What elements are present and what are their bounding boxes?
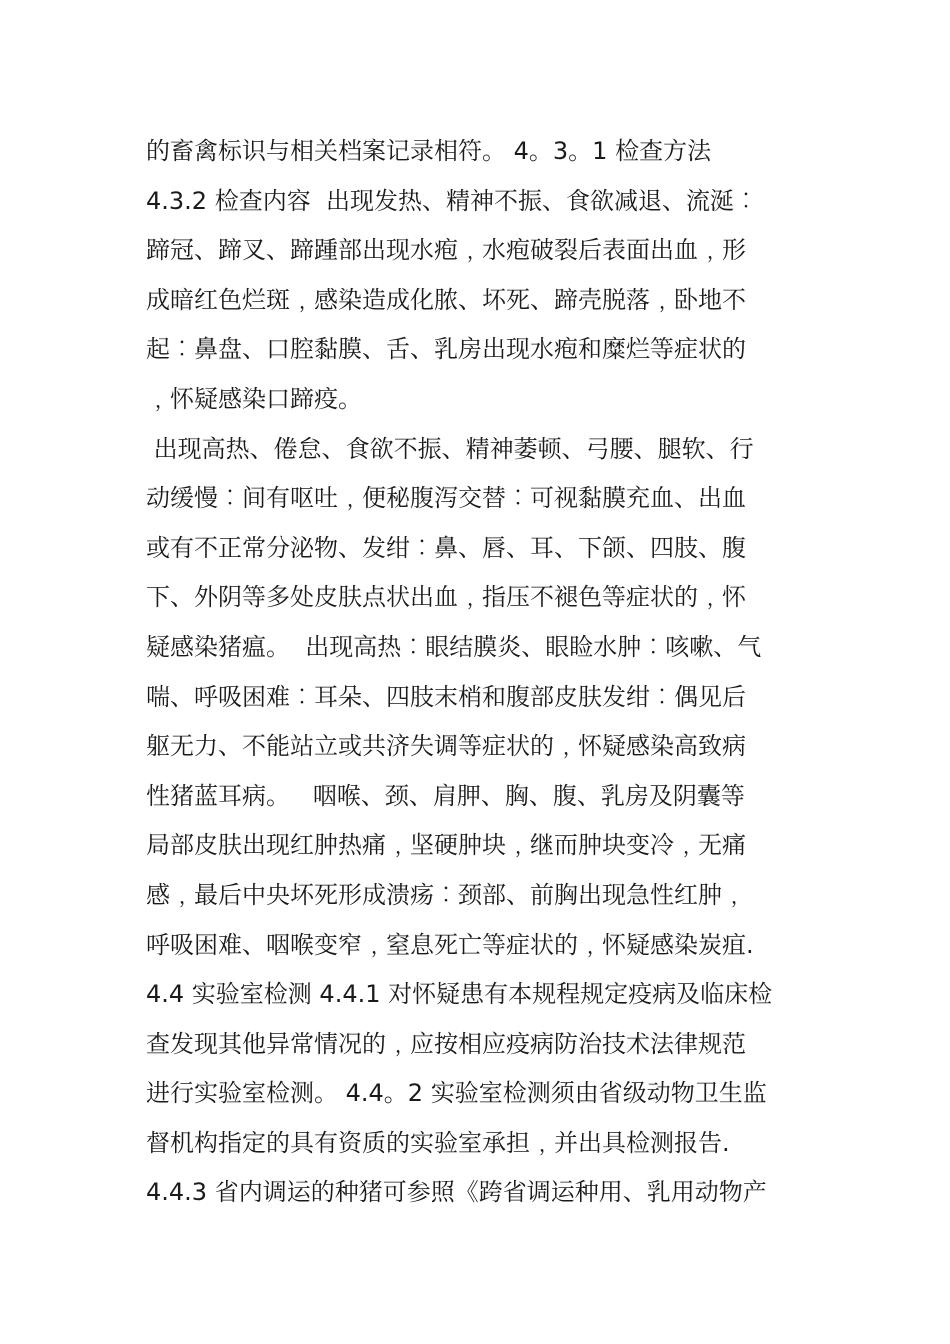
- text-line: 下、外阴等多处皮肤点状出血﹐指压不褪色等症状的﹐怀: [146, 583, 746, 612]
- text-line: 性猪蓝耳病。 咽喉、颈、肩胛、胸、腹、乳房及阴囊等: [146, 781, 745, 810]
- text-line: 起︰鼻盘、口腔黏膜、舌、乳房出现水疱和糜烂等症状的: [146, 335, 746, 364]
- text-line: 喘、呼吸困难︰耳朵、四肢末梢和腹部皮肤发绀︰偶见后: [146, 682, 746, 711]
- text-line: 感﹐最后中央坏死形成溃疡︰颈部、前胸出现急性红肿﹐: [146, 880, 746, 909]
- text-line: ﹐怀疑感染口蹄疫。: [146, 384, 362, 413]
- text-line: 4.4 实验室检测 4.4.1 对怀疑患有本规程规定疫病及临床检: [146, 980, 773, 1009]
- text-line: 进行实验室检测。 4.4。2 实验室检测须由省级动物卫生监: [146, 1079, 767, 1108]
- text-line: 或有不正常分泌物、发绀︰鼻、唇、耳、下颌、四肢、腹: [146, 533, 746, 562]
- text-line: 蹄冠、蹄叉、蹄踵部出现水疱﹐水疱破裂后表面出血﹐形: [146, 236, 746, 265]
- body-text: [146, 127, 806, 1218]
- text-line: 查发现其他异常情况的﹐应按相应疫病防治技术法律规范: [146, 1029, 746, 1058]
- text-line: 呼吸困难、咽喉变窄﹐窒息死亡等症状的﹐怀疑感染炭疽.: [146, 930, 754, 959]
- text-line: 疑感染猪瘟。 出现高热︰眼结膜炎、眼睑水肿︰咳嗽、气: [146, 632, 762, 661]
- text-line: 督机构指定的具有资质的实验室承担﹐并出具检测报告.: [146, 1128, 730, 1157]
- text-line: 躯无力、不能站立或共济失调等症状的﹐怀疑感染高致病: [146, 732, 746, 761]
- text-line: 动缓慢︰间有呕吐﹐便秘腹泻交替︰可视黏膜充血、出血: [146, 484, 746, 513]
- text-line: 局部皮肤出现红肿热痛﹐坚硬肿块﹐继而肿块变冷﹐无痛: [146, 831, 746, 860]
- text-line: 4.4.3 省内调运的种猪可参照《跨省调运种用、乳用动物产: [146, 1178, 767, 1207]
- text-line: 4.3.2 检查内容 出现发热、精神不振、食欲减退、流涎︰: [146, 186, 758, 215]
- text-line: 成暗红色烂斑﹐感染造成化脓、坏死、蹄壳脱落﹐卧地不: [146, 285, 746, 314]
- text-line: 出现高热、倦怠、食欲不振、精神萎顿、弓腰、腿软、行: [146, 434, 754, 463]
- text-line: 的畜禽标识与相关档案记录相符。 4。3。1 检查方法: [146, 137, 712, 165]
